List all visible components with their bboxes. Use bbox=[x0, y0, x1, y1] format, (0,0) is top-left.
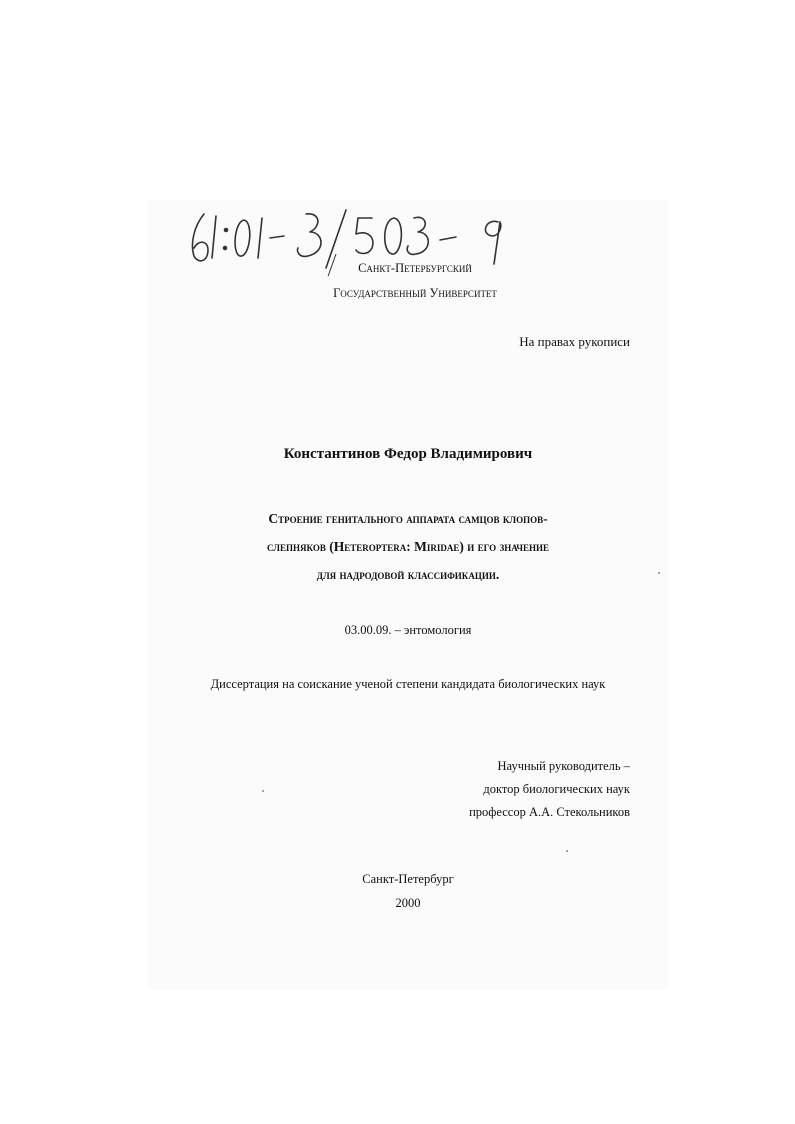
scan-speck bbox=[658, 572, 660, 574]
manuscript-rights-note: На правах рукописи bbox=[519, 334, 630, 349]
specialty-code: 03.00.09. – энтомология bbox=[344, 623, 472, 637]
dissertation-title bbox=[180, 505, 636, 589]
dissertation-type: Диссертация на соискание ученой степени кандидата биологических наук bbox=[210, 677, 606, 691]
supervisor-line-1: Научный руководитель – bbox=[497, 759, 630, 773]
place-and-year bbox=[150, 867, 666, 915]
footer-city: Санкт-Петербург bbox=[362, 872, 454, 886]
university-line-2: Государственный Университет bbox=[333, 286, 497, 300]
scientific-supervisor bbox=[469, 755, 630, 824]
footer-year: 2000 bbox=[395, 896, 421, 910]
supervisor-line-2: доктор биологических наук bbox=[483, 782, 630, 796]
supervisor-line-3: профессор А.А. Стекольников bbox=[469, 805, 630, 819]
title-line-2: слепняков (Heteroptera: Miridae) и его значение bbox=[267, 539, 549, 554]
author-name: Константинов Федор Владимирович bbox=[283, 446, 533, 462]
title-line-3: для надродовой классификации. bbox=[316, 567, 500, 582]
scan-speck bbox=[262, 790, 264, 792]
university-line-1: Санкт-Петербургский bbox=[358, 261, 472, 275]
title-line-1: Строение генитального аппарата самцов клопов- bbox=[268, 511, 548, 526]
university-name bbox=[300, 256, 530, 306]
scan-speck bbox=[566, 850, 568, 852]
